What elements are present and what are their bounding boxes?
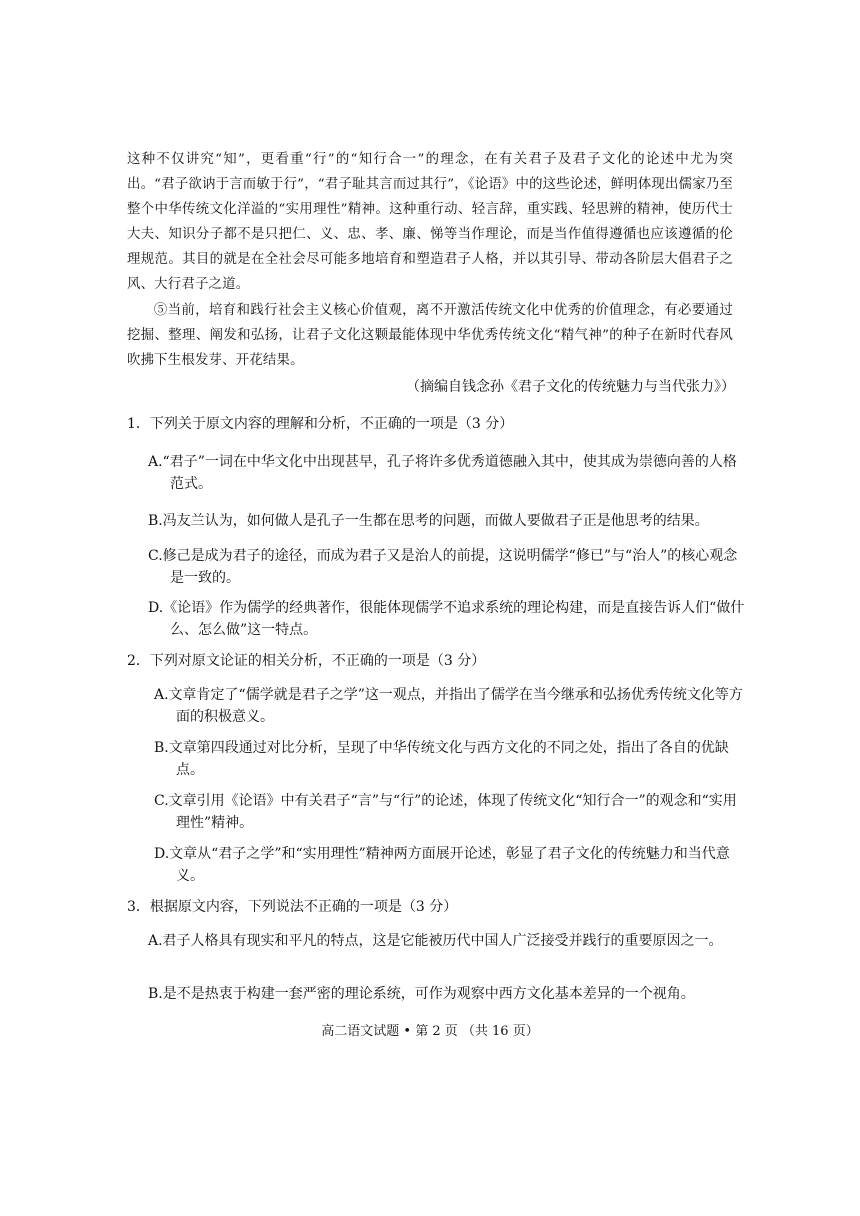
question-2-stem: 2．下列对原文论证的相关分析，不正确的一项是（3 分） — [127, 653, 486, 669]
page-footer: 高二语文试题 • 第 2 页 （共 16 页） — [321, 1024, 539, 1039]
question-2-option-d: D.文章从“君子之学”和“实用理性”精神两方面展开论述，彰显了君子文化的传统魅力和当代意义。 — [154, 846, 730, 884]
question-1-option-c: C.修己是成为君子的途径，而成为君子又是治人的前提，这说明儒学“修已”与“治人”的核心观念是一致的。 — [148, 548, 738, 586]
question-3-option-a: A.君子人格具有现实和平凡的特点，这是它能被历代中国人广泛接受并践行的重要原因之一。 — [148, 933, 723, 949]
question-1-option-a: A.“君子”一词在中华文化中出现甚早，孔子将许多优秀道德融入其中，使其成为崇德向善的人格范式。 — [148, 454, 737, 492]
passage-paragraph-5: ⑤当前，培育和践行社会主义核心价值观，离不开激活传统文化中优秀的价值理念，有必要通过挖掘、整理、阐发和弘扬，让君子文化这颗最能体现中华优秀传统文化“精气神”的种子在新时代春风吹拂下生根发芽、开花结果。 — [127, 303, 733, 368]
question-1-option-d: D.《论语》作为儒学的经典著作，很能体现儒学不追求系统的理论构建，而是直接告诉人们“做什么、怎么做”这一特点。 — [148, 600, 745, 638]
question-1-stem: 1．下列关于原文内容的理解和分析，不正确的一项是（3 分） — [127, 416, 514, 432]
passage-source: （摘编自钱念孙《君子文化的传统魅力与当代张力》） — [406, 379, 735, 395]
question-2-option-b: B.文章第四段通过对比分析，呈现了中华传统文化与西方文化的不同之处，指出了各自的优缺点。 — [154, 740, 729, 778]
question-2-option-a: A.文章肯定了“儒学就是君子之学”这一观点，并指出了儒学在当今继承和弘扬优秀传统文化等方面的积极意义。 — [154, 687, 743, 725]
question-3-stem: 3．根据原文内容，下列说法不正确的一项是（3 分） — [127, 899, 458, 915]
question-3-option-b: B.是不是热衷于构建一套严密的理论系统，可作为观察中西方文化基本差异的一个视角。 — [148, 986, 695, 1002]
question-2-option-c: C.文章引用《论语》中有关君子“言”与“行”的论述，体现了传统文化“知行合一”的观念和“实用理性”精神。 — [154, 793, 737, 831]
passage-paragraph-4-tail: 这种不仅讲究“知”，更看重“行”的“知行合一”的理念，在有关君子及君子文化的论述中尤为突出。“君子欲讷于言而敏于行”，“君子耻其言而过其行”，《论语》中的这些论述，鲜明体现出儒家乃至整个中华传统文化洋溢的“实用理性”精神。这种重行动、轻言辞，重实践、轻思辨的精神，使历代士大夫、知识分子都不是只把仁、义、忠、孝、廉、悌等当作理论，而是当作值得遵循也应该遵循的伦理规范。其目的就是在全社会尽可能多地培育和塑造君子人格，并以其引导、带动各阶层大倡君子之风、大行君子之道。 — [127, 152, 733, 292]
question-1-option-b: B.冯友兰认为，如何做人是孔子一生都在思考的问题，而做人要做君子正是他思考的结果。 — [148, 513, 709, 529]
